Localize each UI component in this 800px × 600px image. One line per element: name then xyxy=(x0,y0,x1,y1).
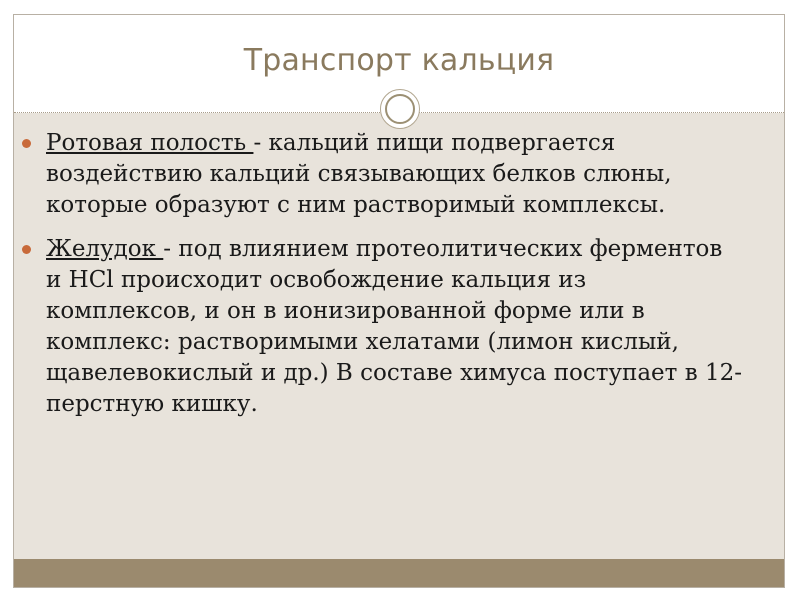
bullet-item-oral-cavity xyxy=(22,128,742,221)
bullet-text: - кальций пищи подвергается воздействию кальций связывающих белков слюны, которые образуют с ним растворимый комплексы. xyxy=(46,130,672,218)
bullet-item-stomach xyxy=(22,234,742,420)
bullet-dot-icon xyxy=(22,139,31,148)
circle-ornament-icon xyxy=(380,89,420,129)
bullet-term: Ротовая полость xyxy=(46,130,254,156)
bullet-text: - под влиянием протеолитических ферментов и HCl происходит освобождение кальция из комплексов, и он в ионизированной форме или в комплекс: растворимыми хелатами (лимон кислый, щавелевокислый и др.) В составе химуса поступает в 12-перстную кишку. xyxy=(46,236,742,417)
slide-title: Транспорт кальция xyxy=(243,43,555,78)
bullet-term: Желудок xyxy=(46,236,164,262)
bullet-list xyxy=(22,128,742,433)
footer-bar xyxy=(14,559,784,587)
bullet-dot-icon xyxy=(22,245,31,254)
circle-ornament-inner xyxy=(385,94,415,124)
